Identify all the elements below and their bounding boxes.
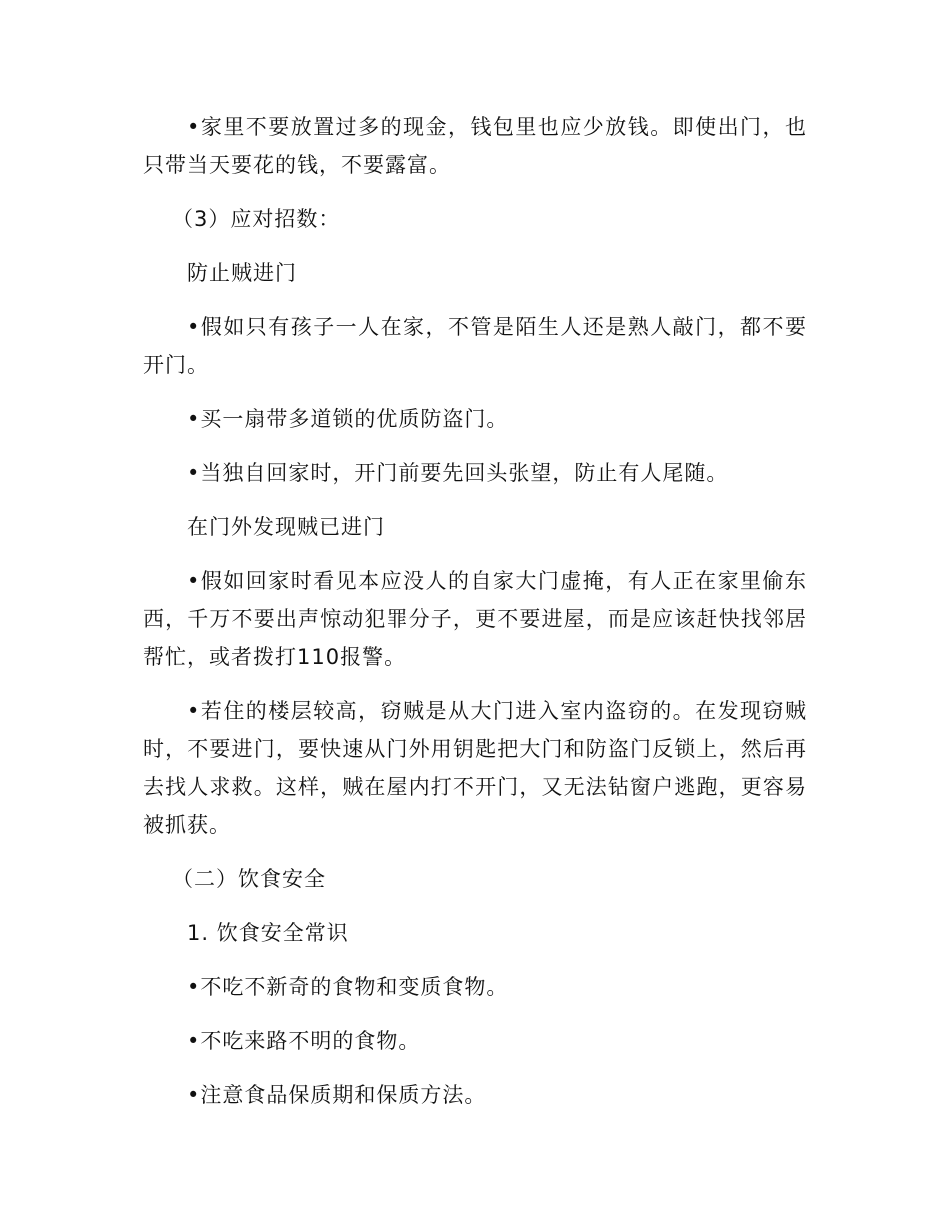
section-heading-countermeasures: （3）应对招数：	[172, 207, 341, 231]
document-body	[143, 108, 807, 1130]
paragraph-no-unknown-food: •不吃来路不明的食物。	[187, 1029, 421, 1053]
subheading-food-safety-knowledge: 1. 饮食安全常识	[187, 921, 349, 945]
paragraph-no-spoiled-food: •不吃不新奇的食物和变质食物。	[187, 975, 509, 999]
subheading-thief-inside: 在门外发现贼已进门	[187, 515, 385, 539]
section-heading-food-safety: （二）饮食安全	[172, 867, 326, 891]
paragraph-cash-advice: •家里不要放置过多的现金，钱包里也应少放钱。即使出门，也只带当天要花的钱，不要露富。	[143, 115, 807, 177]
paragraph-do-not-open-door: •假如只有孩子一人在家，不管是陌生人还是熟人敲门，都不要开门。	[143, 315, 807, 377]
paragraph-look-back: •当独自回家时，开门前要先回头张望，防止有人尾随。	[187, 461, 729, 485]
paragraph-security-door: •买一扇带多道锁的优质防盗门。	[187, 407, 509, 431]
paragraph-shelf-life: •注意食品保质期和保质方法。	[187, 1083, 487, 1107]
paragraph-call-police: •假如回家时看见本应没人的自家大门虚掩，有人正在家里偷东西，千万不要出声惊动犯罪分子，更不要进屋，而是应该赶快找邻居帮忙，或者拨打110报警。	[143, 569, 807, 669]
paragraph-lock-thief-in: •若住的楼层较高，窃贼是从大门进入室内盗窃的。在发现窃贼时，不要进门，要快速从门外用钥匙把大门和防盗门反锁上，然后再去找人求救。这样，贼在屋内打不开门，又无法钻窗户逃跑，更容易被抓获。	[143, 699, 807, 837]
subheading-prevent-entry: 防止贼进门	[187, 261, 297, 285]
